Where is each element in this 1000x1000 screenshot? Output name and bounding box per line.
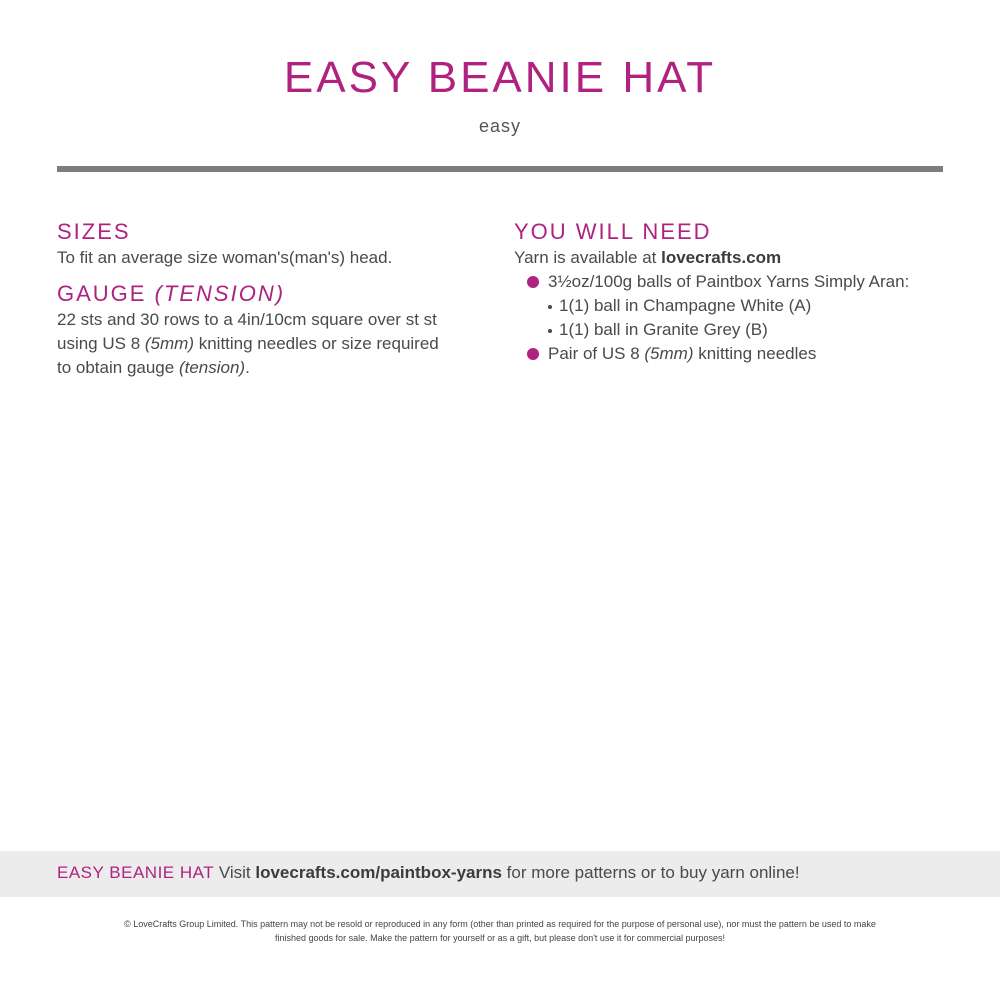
materials-list — [514, 270, 954, 366]
you-will-need-heading: YOU WILL NEED — [514, 219, 712, 244]
yarn-color-list — [548, 294, 954, 342]
bullet-icon — [548, 305, 552, 309]
gauge-text: 22 sts and 30 rows to a 4in/10cm square over st st using US 8 (5mm) knitting needles or size required to obtain gauge (tension). — [57, 310, 439, 377]
list-item: Pair of US 8 (5mm) knitting needles — [514, 342, 954, 366]
footer-title: EASY BEANIE HAT — [57, 863, 215, 882]
list-item: 1(1) ball in Champagne White (A) — [548, 294, 954, 318]
paintbox-yarns-link[interactable]: lovecrafts.com/paintbox-yarns — [255, 863, 502, 882]
difficulty-label: easy — [478, 116, 522, 136]
sizes-heading: SIZES — [57, 219, 131, 244]
header-divider — [57, 166, 943, 172]
bullet-icon — [527, 276, 539, 288]
lovecrafts-link[interactable]: lovecrafts.com — [661, 248, 782, 267]
bullet-icon — [527, 348, 539, 360]
footer-text: EASY BEANIE HAT Visit lovecrafts.com/paintbox-yarns for more patterns or to buy yarn online! — [57, 863, 800, 882]
bullet-icon — [548, 329, 552, 333]
left-column — [57, 218, 487, 380]
right-column — [514, 218, 954, 366]
gauge-heading: GAUGE (TENSION) — [57, 281, 286, 306]
list-item: 3½oz/100g balls of Paintbox Yarns Simply Aran: 1(1) ball in Champagne White (A) 1(1) ball in Granite Grey (B) — [514, 270, 954, 342]
copyright-notice: © LoveCrafts Group Limited. This pattern may not be resold or reproduced in any form (other than printed as required for the purpose of personal use), nor must the pattern be used to make finished goods for sale. Make the pattern for yourself or as a gift, but please don't use it for commercial purposes! — [124, 919, 876, 943]
footer-bar — [0, 851, 1000, 897]
sizes-text: To fit an average size woman's(man's) head. — [57, 248, 393, 267]
page-title: EASY BEANIE HAT — [283, 53, 717, 102]
yarn-availability: Yarn is available at lovecrafts.com — [514, 248, 782, 267]
list-item: 1(1) ball in Granite Grey (B) — [548, 318, 954, 342]
